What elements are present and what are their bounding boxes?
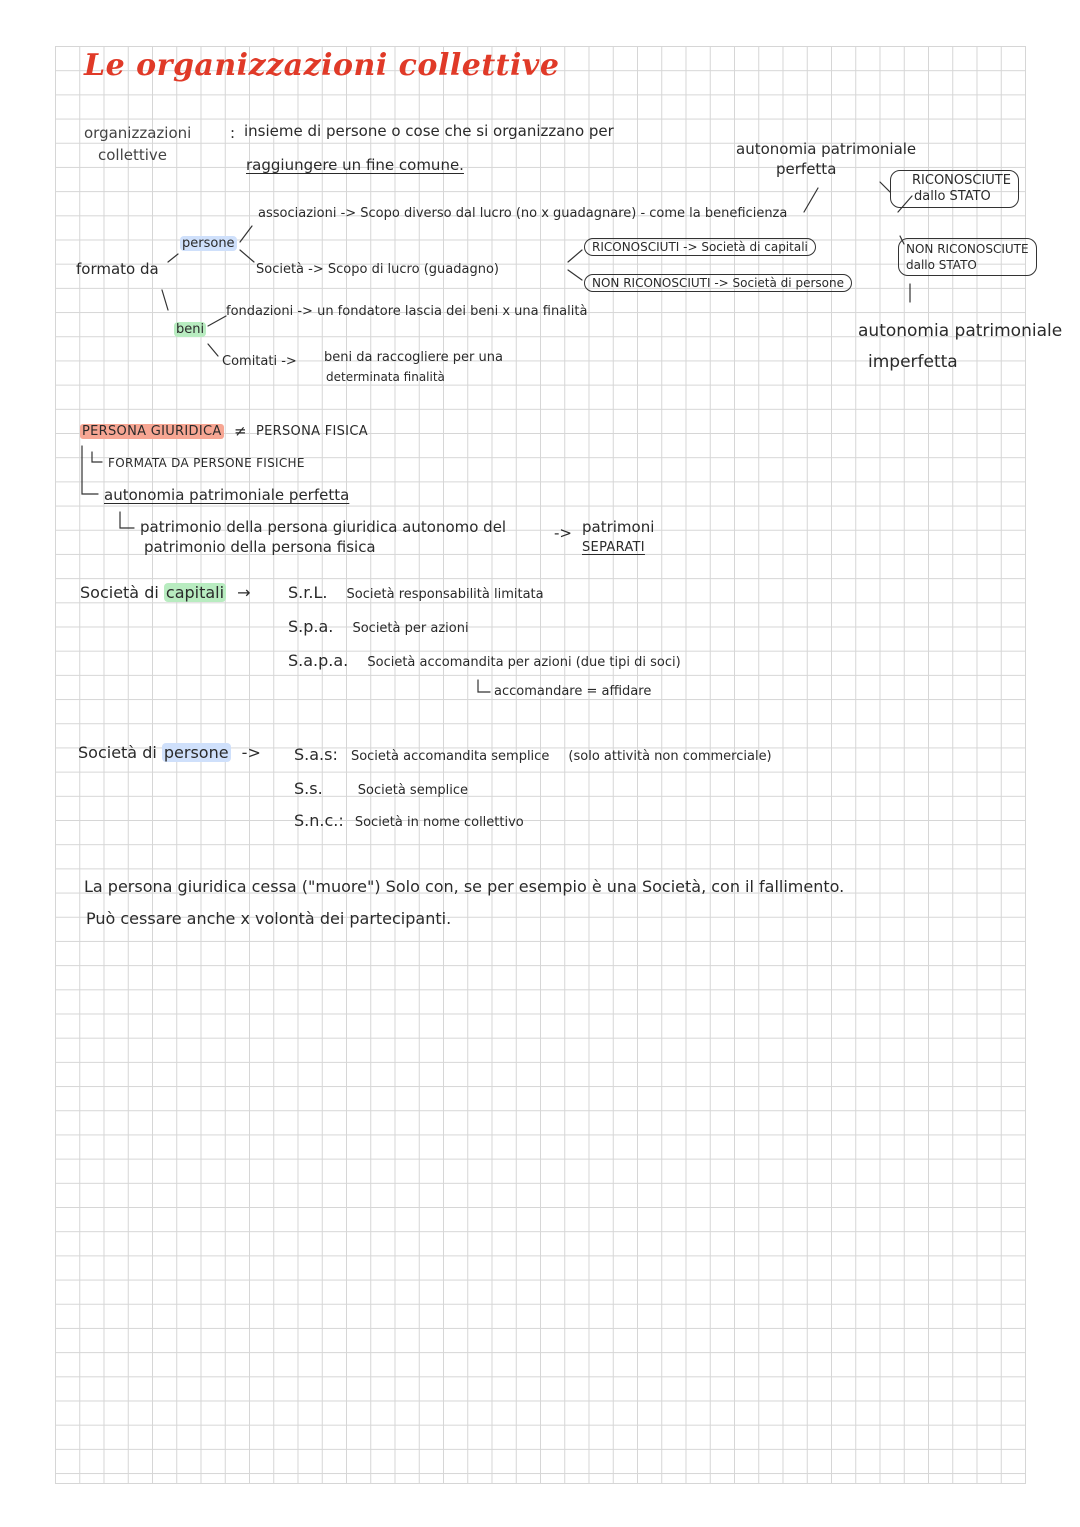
capitali-srl-abbr: S.r.L. <box>288 583 328 602</box>
tree-riconosciuti: RICONOSCIUTI -> Società di capitali <box>584 238 816 256</box>
autonomia-perfetta: autonomia patrimoniale perfetta <box>104 486 350 504</box>
tree-comitati-desc-1: beni da raccogliere per una <box>324 350 503 365</box>
tree-persone-label: persone <box>182 236 235 251</box>
not-recognized-line-1: NON RICONOSCIUTE <box>906 242 1029 256</box>
persone-sas-abbr: S.a.s: <box>294 745 338 764</box>
definition-term-2: collettive <box>98 146 168 164</box>
persone-sas <box>294 746 772 764</box>
recognized-line-1: RICONOSCIUTE <box>912 173 1011 188</box>
capitali-spa-abbr: S.p.a. <box>288 617 334 636</box>
tree-persone <box>180 236 237 251</box>
definition-separator: : <box>230 124 236 142</box>
patrimonio-line-1: patrimonio della persona giuridica autonomo del <box>140 518 507 536</box>
conclusion-line-1: La persona giuridica cessa ("muore") Solo con, se per esempio è una Società, con il fallimento. <box>84 877 845 896</box>
persone-sas-desc: Società accomandita semplice <box>350 749 550 764</box>
persone-snc-desc: Società in nome collettivo <box>354 815 524 830</box>
capitali-label-highlight: capitali <box>165 583 225 602</box>
tree-societa: Società -> Scopo di lucro (guadagno) <box>256 262 499 277</box>
tree-comitati: Comitati -> <box>222 354 297 369</box>
definition-line-1: insieme di persone o cose che si organizzano per <box>244 122 614 140</box>
definition-line-2: raggiungere un fine comune. <box>246 156 464 174</box>
not-recognized-line-2: dallo STATO <box>906 258 977 272</box>
accomandare-note: accomandare = affidare <box>494 684 652 699</box>
tree-non-riconosciuti: NON RICONOSCIUTI -> Società di persone <box>584 274 852 292</box>
autonomy-imperfect-1: autonomia patrimoniale <box>858 321 1063 341</box>
capitali-label-prefix: Società di <box>80 583 159 602</box>
capitali-spa <box>288 618 469 636</box>
persona-giuridica-label: PERSONA GIURIDICA <box>82 424 222 439</box>
neq-sign: ≠ <box>234 422 247 440</box>
definition-term-1: organizzazioni <box>84 124 192 142</box>
autonomy-perfect-2: perfetta <box>776 160 837 178</box>
capitali-arrow: → <box>237 583 251 602</box>
capitali-srl-desc: Società responsabilità limitata <box>346 587 544 602</box>
tree-comitati-desc-2: determinata finalità <box>326 370 445 384</box>
persone-ss-desc: Società semplice <box>357 783 468 798</box>
capitali-sapa <box>288 652 681 670</box>
persone-sas-note: (solo attività non commerciale) <box>568 749 772 764</box>
capitali-srl <box>288 584 544 602</box>
patrimonio-line-2: patrimonio della persona fisica <box>144 538 376 556</box>
patrimoni-separati-1: patrimoni <box>582 518 655 536</box>
formata-da-persone-fisiche: FORMATA DA PERSONE FISICHE <box>108 456 305 470</box>
tree-root: formato da <box>76 260 159 278</box>
persone-ss <box>294 780 468 798</box>
tree-beni <box>174 322 206 337</box>
recognized-line-2: dallo STATO <box>914 189 991 204</box>
persone-arrow: -> <box>241 743 261 762</box>
conclusion-line-2: Può cessare anche x volontà dei partecipanti. <box>86 909 452 928</box>
persona-fisica: PERSONA FISICA <box>256 424 368 439</box>
persone-label-highlight: persone <box>163 743 229 762</box>
capitali-sapa-abbr: S.a.p.a. <box>288 651 349 670</box>
not-recognized-box <box>898 238 1037 276</box>
autonomy-imperfect-2: imperfetta <box>868 352 958 372</box>
capitali-sapa-desc: Società accomandita per azioni (due tipi di soci) <box>367 655 681 670</box>
recognized-box <box>890 170 1019 208</box>
tree-associazioni: associazioni -> Scopo diverso dal lucro (no x guadagnare) - come la beneficienza <box>258 206 788 221</box>
autonomy-perfect-1: autonomia patrimoniale <box>736 140 917 158</box>
persona-giuridica <box>80 424 224 439</box>
persone-snc <box>294 812 524 830</box>
persone-label <box>78 744 261 762</box>
persone-ss-abbr: S.s. <box>294 779 323 798</box>
capitali-spa-desc: Società per azioni <box>352 621 469 636</box>
persone-snc-abbr: S.n.c.: <box>294 811 344 830</box>
capitali-label <box>80 584 251 602</box>
tree-beni-label: beni <box>176 322 205 337</box>
patrimoni-separati-2: SEPARATI <box>582 540 645 555</box>
persone-label-prefix: Società di <box>78 743 157 762</box>
grid-paper <box>55 46 1026 1484</box>
page-title: Le organizzazioni collettive <box>84 48 560 83</box>
patrimoni-arrow: -> <box>554 524 572 542</box>
tree-fondazioni: fondazioni -> un fondatore lascia dei beni x una finalità <box>226 304 588 319</box>
